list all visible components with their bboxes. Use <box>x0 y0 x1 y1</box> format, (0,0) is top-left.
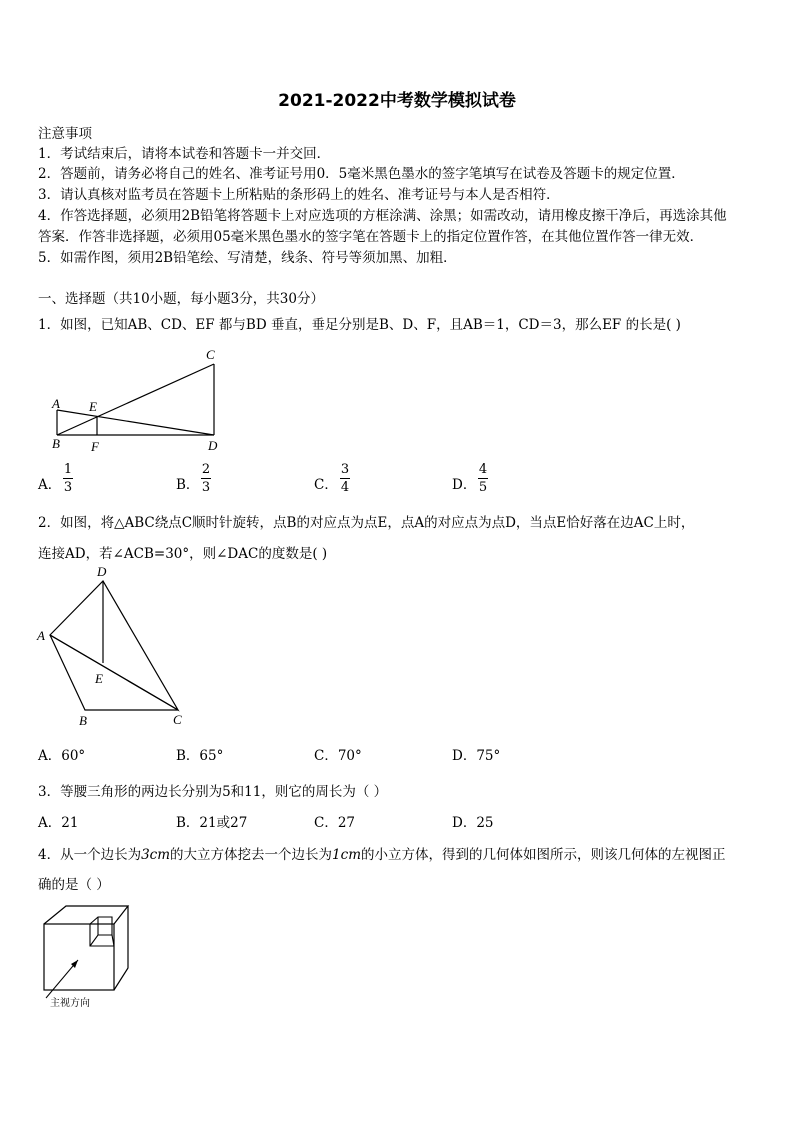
segment-bc <box>57 364 214 435</box>
label-c: C <box>206 347 215 362</box>
cube-side <box>114 906 128 990</box>
q1-option-a[interactable]: A． <box>38 477 62 493</box>
triangle-adc <box>50 581 178 710</box>
q1-option-d-fraction: 4 5 <box>478 462 488 495</box>
label-c: C <box>173 712 182 727</box>
q2-option-d[interactable]: D．75° <box>452 748 501 764</box>
q3-option-d[interactable]: D．25 <box>452 815 494 831</box>
page-title: 2021-2022中考数学模拟试卷 <box>278 91 516 111</box>
cube-top <box>44 906 128 924</box>
q2-option-a[interactable]: A．60° <box>38 748 86 764</box>
question-2-figure <box>34 562 194 732</box>
q1-option-b-fraction: 2 3 <box>201 462 211 495</box>
q3-option-a[interactable]: A．21 <box>38 815 79 831</box>
segment-ad <box>57 410 214 435</box>
label-d: D <box>208 438 218 453</box>
label-b: B <box>52 436 60 451</box>
cube-front <box>44 924 114 990</box>
question-3-text: 3．等腰三角形的两边长分别为5和11，则它的周长为（ ） <box>38 784 388 800</box>
question-4-figure <box>36 902 140 1012</box>
segment-ac <box>50 635 178 710</box>
section-heading: 一、选择题（共10小题，每小题3分，共30分） <box>38 291 324 307</box>
q3-option-c[interactable]: C．27 <box>314 815 356 831</box>
q1-option-c-fraction: 3 4 <box>340 462 350 495</box>
question-4-text-line1: 4．从一个边长为3cm的大立方体挖去一个边长为1cm的小立方体，得到的几何体如图所示，则该几何体的左视图正 <box>38 847 726 863</box>
question-2-text-line2: 连接AD，若∠ACB=30°，则∠DAC的度数是( ) <box>38 546 328 562</box>
label-a: A <box>37 628 45 643</box>
figure-caption: 主视方向 <box>50 998 90 1009</box>
notes-item-4: 4．作答选择题，必须用2B铅笔将答题卡上对应选项的方框涂满、涂黑；如需改动，请用橡皮擦干净后，再选涂其他 <box>38 208 727 224</box>
q1-option-b[interactable]: B． <box>176 477 200 493</box>
notes-item-2: 2．答题前，请务必将自己的姓名、准考证号用0．5毫米黑色墨水的签字笔填写在试卷及答题卡的规定位置． <box>38 166 685 182</box>
cutout-inner <box>90 917 112 946</box>
q2-option-b[interactable]: B．65° <box>176 748 224 764</box>
q2-option-c[interactable]: C．70° <box>314 748 362 764</box>
q1-option-a-fraction: 1 3 <box>63 462 73 495</box>
notes-item-4-cont: 答案．作答非选择题，必须用05毫米黑色墨水的签字笔在答题卡上的指定位置作答，在其他位置作答一律无效． <box>38 229 704 245</box>
notes-heading: 注意事项 <box>38 126 92 142</box>
q1-option-c[interactable]: C． <box>314 477 338 493</box>
label-e: E <box>89 399 97 414</box>
question-2-text-line1: 2．如图，将△ABC绕点C顺时针旋转，点B的对应点为点E，点A的对应点为点D，当点E恰好落在边AC上时， <box>38 515 695 531</box>
label-f: F <box>91 439 99 454</box>
notes-item-5: 5．如需作图，须用2B铅笔绘、写清楚，线条、符号等须加黑、加粗． <box>38 250 457 266</box>
question-1-text: 1．如图，已知AB、CD、EF 都与BD 垂直，垂足分别是B、D、F，且AB＝1，CD＝3，那么EF 的长是( ) <box>38 317 681 333</box>
question-1-figure <box>40 344 240 456</box>
label-d: D <box>97 564 107 579</box>
notes-item-1: 1．考试结束后，请将本试卷和答题卡一并交回． <box>38 146 331 162</box>
q3-option-b[interactable]: B．21或27 <box>176 815 248 831</box>
notes-item-3: 3．请认真核对监考员在答题卡上所粘贴的条形码上的姓名、准考证号与本人是否相符． <box>38 187 560 203</box>
label-e: E <box>95 671 103 686</box>
label-b: B <box>79 713 87 728</box>
q1-option-d[interactable]: D． <box>452 477 477 493</box>
label-a: A <box>52 396 60 411</box>
question-4-text-line2: 确的是（ ） <box>38 877 110 893</box>
